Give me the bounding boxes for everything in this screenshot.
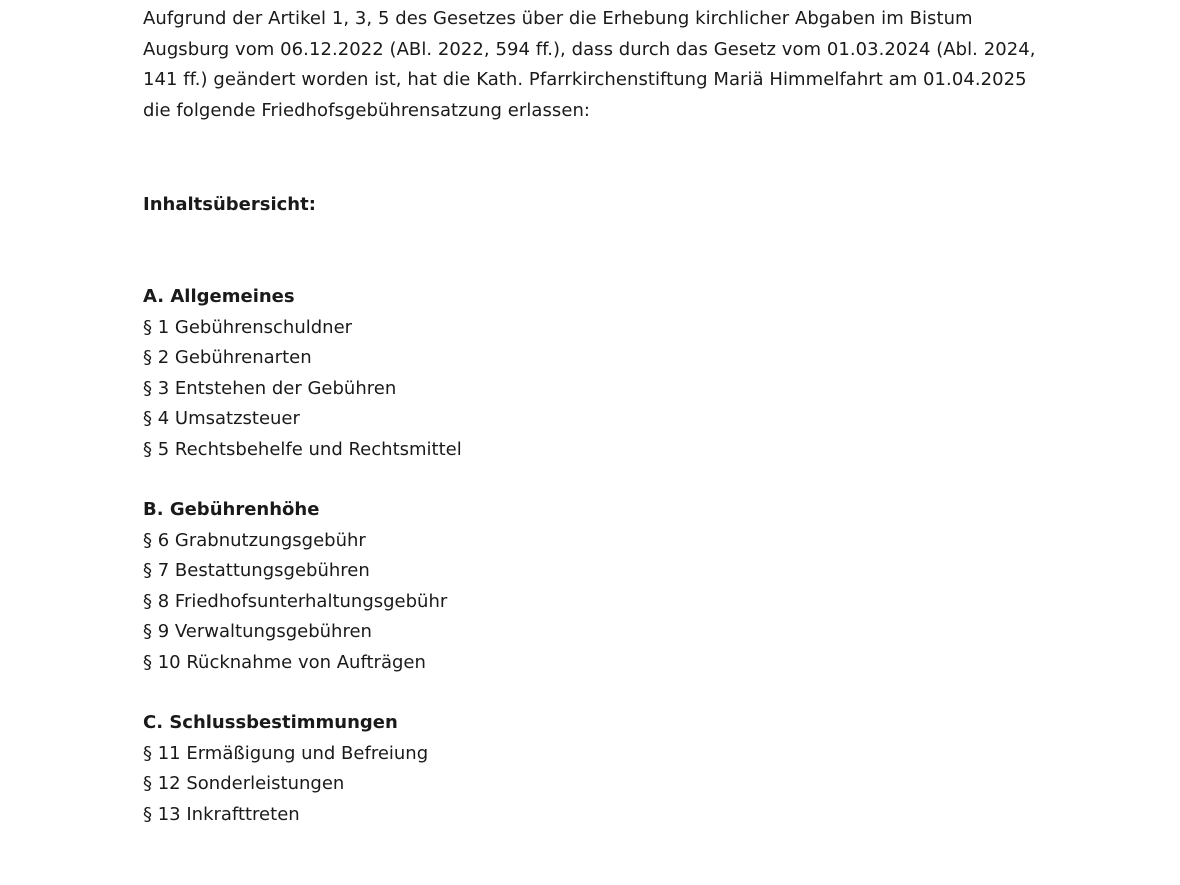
toc-item: § 11 Ermäßigung und Befreiung — [143, 742, 429, 764]
toc-item: § 6 Grabnutzungsgebühr — [143, 529, 366, 551]
toc-item: § 9 Verwaltungsgebühren — [143, 621, 372, 642]
toc-section-final — [143, 708, 428, 830]
toc-section-general — [143, 282, 462, 465]
document-page — [143, 4, 1103, 825]
toc-item: § 5 Rechtsbehelfe und Rechtsmittel — [143, 438, 462, 460]
toc-list — [143, 526, 447, 679]
section-title: C. Schlussbestimmungen — [143, 712, 398, 733]
toc-section-fees — [143, 495, 447, 678]
toc-list — [143, 313, 462, 466]
toc-heading: Inhaltsübersicht: — [143, 194, 316, 215]
section-title: A. Allgemeines — [143, 286, 295, 307]
toc-item: § 7 Bestattungsgebühren — [143, 560, 370, 581]
toc-item: § 2 Gebührenarten — [143, 347, 312, 368]
toc-item: § 1 Gebührenschuldner — [143, 316, 353, 338]
toc-item: § 4 Umsatzsteuer — [143, 408, 300, 429]
toc-item: § 13 Inkrafttreten — [143, 803, 300, 825]
toc-list — [143, 739, 428, 831]
toc-item: § 10 Rücknahme von Aufträgen — [143, 651, 426, 673]
preamble-paragraph: Aufgrund der Artikel 1, 3, 5 des Gesetzes über die Erhebung kirchlicher Abgaben im Bistum Augsburg vom 06.12.2022 (ABl. 2022, 594 ff.), dass durch das Gesetz vom 01.03.2024 (Abl. 2024, 141 ff.) geändert worden ist, hat die Kath. Pfarrkirchenstiftung Mariä Himmelfahrt am 01.04.2025 die folgende Friedhofsgebührensatzung erlassen: — [143, 8, 1036, 121]
toc-item: § 3 Entstehen der Gebühren — [143, 377, 397, 399]
toc-item: § 8 Friedhofsunterhaltungsgebühr — [143, 590, 448, 612]
section-title: B. Gebührenhöhe — [143, 499, 320, 520]
toc-item: § 12 Sonderleistungen — [143, 773, 345, 794]
